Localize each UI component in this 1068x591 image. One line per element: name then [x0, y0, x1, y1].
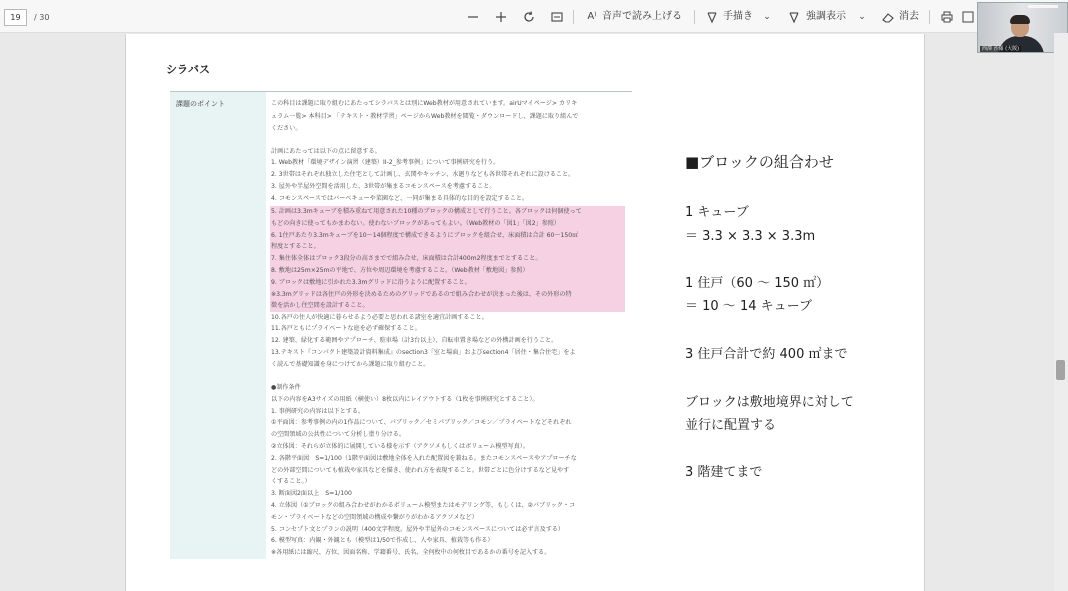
- syllabus-line: 10.各戸の住人が快適に暮らせるよう必要と思われる諸室を適宜計画すること。: [271, 314, 488, 321]
- highlight-button[interactable]: 強調表示: [806, 11, 846, 22]
- syllabus-line: ※3.3mグリッドは各住戸の外形を決めるためのグリッドであるので組み合わせが決まった後は、その外形の特: [271, 291, 572, 298]
- syllabus-line: く読んで基礎知識を身につけてから課題に取り組むこと。: [271, 361, 430, 368]
- read-aloud-icon[interactable]: A⁾: [587, 11, 597, 22]
- syllabus-line: 4. コモンスペースではバーベキューや菜園など、一同が集まる具体的な目的を設定すること。: [271, 195, 529, 202]
- note-placement-line-1: ブロックは敷地境界に対して: [685, 395, 854, 410]
- syllabus-line: この科目は課題に取り組むにあたってシラバスとは別にWeb教材が用意されています。airUマイページ> カリキ: [271, 100, 578, 107]
- note-cube-line-1: 1 キューブ: [685, 205, 749, 220]
- save-icon[interactable]: [962, 8, 974, 26]
- label-column: [170, 91, 266, 559]
- draw-button[interactable]: 手描き: [723, 11, 753, 22]
- note-total: 3 住戸合計で約 400 ㎡まで: [685, 347, 848, 362]
- minus-icon[interactable]: [465, 8, 481, 26]
- syllabus-line: 1. 事例研究の内容は以下とする。: [271, 408, 365, 415]
- fit-page-icon[interactable]: [549, 8, 565, 26]
- syllabus-line: 以下の内容をA3サイズの用紙（横使い）8枚以内にレイアウトする（1枚を事例研究とすること）。: [271, 396, 539, 403]
- syllabus-line: 2. 各階平面図 S=1/100（1階平面図は敷地全体を入れた配置図を兼ねる。またコモンスペースやアプローチな: [271, 455, 577, 462]
- syllabus-line: モン・プライベートなどの空間領域の構成や繋がりがわかるアクソメなど）: [271, 514, 478, 521]
- syllabus-line: ※各用紙には縮尺、方位、図面名称、学籍番号、氏名、全何枚中の何枚目であるかの番号を記入する。: [271, 549, 551, 556]
- syllabus-line: 3. 屋外や半屋外空間を活用した、3世帯が集まるコモンスペースを考慮すること。: [271, 183, 496, 190]
- syllabus-line: どの外部空間についても植栽や家具などを描き、使われ方を表現すること。世帯ごとに色分けするなど見やす: [271, 467, 570, 474]
- syllabus-line: の空間領域の公共性について分析し塗り分ける。: [271, 431, 405, 438]
- pdf-toolbar: [0, 0, 1068, 33]
- document-page: [125, 34, 925, 591]
- syllabus-line: 6. 模型写真：内観・外観とも（模型は1/50で作成し、人や家具、植栽等も作る）: [271, 537, 494, 544]
- syllabus-line: 13.テキスト『コンパクト建築設計資料集成』のsection3「室と場面」およびsection4「居住・集合住宅」をよ: [271, 349, 576, 356]
- rotate-icon[interactable]: [521, 8, 537, 26]
- read-aloud-button[interactable]: 音声で読み上げる: [602, 11, 682, 22]
- syllabus-line: 2. 3世帯はそれぞれ独立した住宅として計画し、玄関やキッチン、水廻りなども各世帯それぞれに設けること。: [271, 171, 575, 178]
- syllabus-line: 3. 断面図2面以上 S=1/100: [271, 490, 352, 497]
- syllabus-line: ●制作条件: [271, 384, 301, 391]
- page-number-input[interactable]: 19: [4, 9, 27, 26]
- syllabus-line: ュラム一覧> 本科目> 「テキスト・教材学習」ページからWeb教材を閲覧・ダウンロードし、課題に取り組んで: [271, 113, 579, 120]
- print-icon[interactable]: [939, 8, 955, 26]
- notes-heading: ■ブロックの組合わせ: [685, 153, 834, 171]
- note-placement-line-2: 並行に配置する: [685, 418, 777, 433]
- syllabus-line: 6. 1住戸あたり3.3mキューブを10〜14個程度で構成できるようにブロックを組合せ、床面積は合計 60〜150㎡: [271, 232, 579, 239]
- syllabus-line: 9. ブロックは敷地に引かれた3.3mグリッドに沿うように配置すること。: [271, 279, 471, 286]
- syllabus-line: 7. 集住体全体はブロック3段分の高さまでで組み合せ、床面積は合計400m2程度までとすること。: [271, 255, 542, 262]
- syllabus-line: 4. 立体図（①ブロックの組み合わせがわかるボリューム模型またはモデリング等、もしくは、②パブリック・コ: [271, 502, 576, 509]
- note-unit-line-2: ＝ 10 ～ 14 キューブ: [685, 299, 812, 314]
- syllabus-line: 8. 敷地は25m×25mの平地で、方位や周辺環境を考慮すること。（Web教材「敷地図」参照）: [271, 267, 529, 274]
- row-label: 課題のポイント: [176, 100, 225, 108]
- syllabus-line: ください。: [271, 125, 302, 132]
- ceiling-light: [1028, 5, 1058, 8]
- note-cube-line-2: ＝ 3.3 × 3.3 × 3.3m: [685, 229, 816, 244]
- syllabus-line: 5. コンセプト文とプランの説明（400文字程度。屋外や半屋外のコモンスペースについては必ず言及する）: [271, 526, 564, 533]
- chevron-down-icon[interactable]: ⌄: [763, 12, 771, 22]
- toolbar-divider: [929, 10, 930, 24]
- syllabus-line: 12. 建築、緑化する範囲やアプローチ、駐車場（計3台以上）、自転車置き場などの外構計画を行うこと。: [271, 337, 558, 344]
- page-title: シラバス: [166, 63, 210, 76]
- syllabus-line: 1. Web教材「環境デザイン演習（建築）II-2_参考事例」について事例研究を行う。: [271, 159, 500, 166]
- syllabus-line: ①平面図：参考事例の内の1作品について、パブリック／セミパブリック／コモン／プライベートなどそれぞれ: [271, 419, 572, 426]
- syllabus-line: もどの向きに使ってもかまわない。使わないブロックがあってもよい。（Web教材の「図1」「図2」参照）: [271, 220, 560, 227]
- note-floors: 3 階建てまで: [685, 465, 763, 480]
- chevron-down-icon[interactable]: ⌄: [858, 12, 866, 22]
- toolbar-divider: [694, 10, 695, 24]
- presenter-hair: [1010, 15, 1030, 24]
- pen-icon[interactable]: [704, 8, 720, 26]
- toolbar-divider: [573, 10, 574, 24]
- table-top-border: [170, 91, 632, 92]
- scrollbar-thumb[interactable]: [1056, 360, 1065, 380]
- page-total: / 30: [34, 13, 50, 22]
- syllabus-line: くすること。）: [271, 478, 311, 485]
- note-unit-line-1: 1 住戸（60 ～ 150 ㎡）: [685, 276, 830, 291]
- plus-icon[interactable]: [493, 8, 509, 26]
- syllabus-line: 計画にあたっては以下の点に留意する。: [271, 148, 381, 155]
- syllabus-line: 徴を活かし住空間を設計すること。: [271, 302, 369, 309]
- syllabus-line: 程度とすること。: [271, 243, 320, 250]
- syllabus-line: ②立体図：それらが立体的に展開している様を示す（アクソメもしくはボリューム模型写真）。: [271, 443, 529, 450]
- vertical-scrollbar[interactable]: [1054, 33, 1068, 591]
- eraser-icon[interactable]: [880, 8, 896, 26]
- syllabus-line: 5. 計画は3.3mキューブを積み重ねて用意された10種のブロックの構成として行うこと。各ブロックは何個使って: [271, 208, 582, 215]
- webcam-name-tag: 西澤 沙羅 (大阪): [982, 46, 1020, 52]
- erase-button[interactable]: 消去: [899, 11, 919, 22]
- highlighter-icon[interactable]: [786, 8, 802, 26]
- syllabus-line: 11.各戸ともにプライベートな庭を必ず確保すること。: [271, 325, 421, 332]
